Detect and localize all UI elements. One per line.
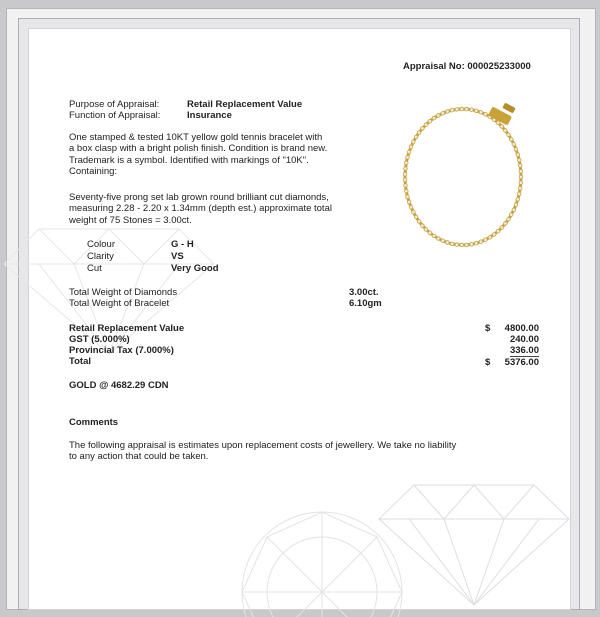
function-value: Insurance <box>187 110 232 121</box>
bracelet-stone <box>424 123 428 127</box>
bracelet-stone <box>441 239 445 243</box>
retail-amount: 4800.00 <box>504 323 539 334</box>
bracelet-stone <box>484 238 488 242</box>
bracelet-stone <box>519 175 523 179</box>
bracelet-stone <box>517 192 521 196</box>
retail-currency: $ <box>485 323 491 334</box>
bracelet-stone <box>428 231 432 235</box>
cut-value: Very Good <box>171 263 219 274</box>
purpose-label: Purpose of Appraisal: <box>69 99 160 110</box>
appraisal-document <box>28 28 571 610</box>
cut-label: Cut <box>87 263 102 274</box>
bracelet-stone <box>441 112 445 116</box>
bracelet-stone <box>405 189 409 193</box>
bracelet-stone <box>516 198 520 202</box>
bracelet-stone <box>409 145 413 149</box>
bracelet-stone <box>492 233 496 237</box>
bracelet-stone <box>460 243 464 247</box>
bracelet-stone <box>405 161 409 165</box>
bracelet-stone <box>437 114 441 118</box>
bracelet-stone <box>412 140 416 144</box>
bracelet-stone <box>510 213 514 217</box>
bracelet-stone <box>450 108 454 112</box>
diamond-weight-value: 3.00ct. <box>349 287 379 298</box>
bracelet-weight-value: 6.10gm <box>349 298 382 309</box>
bracelet-stone <box>409 205 413 209</box>
bracelet-stone <box>474 109 478 113</box>
gold-price: GOLD @ 4682.29 CDN <box>69 380 169 391</box>
bracelet-stone <box>446 110 450 114</box>
bracelet-stone <box>414 215 418 219</box>
bracelet-stone <box>421 127 425 131</box>
bracelet-stone <box>496 229 500 233</box>
bracelet-stone <box>465 107 469 111</box>
pst-amount-value: 336.00 <box>509 345 539 356</box>
bracelet-stone <box>479 240 483 244</box>
comments-heading: Comments <box>69 417 119 428</box>
bracelet-stone <box>519 181 523 185</box>
diamond-weight-label: Total Weight of Diamonds <box>69 287 178 298</box>
diamond-watermark-right-icon <box>374 477 574 607</box>
bracelet-stone <box>432 234 436 238</box>
total-label: Total <box>69 356 91 367</box>
bracelet-stone <box>507 133 511 137</box>
bracelet-stone <box>479 111 483 115</box>
bracelet-stone <box>507 217 511 221</box>
bracelet-stone <box>484 113 488 117</box>
purpose-value: Retail Replacement Value <box>187 99 303 110</box>
bracelet-stone <box>455 108 459 112</box>
item-description: One stamped & tested 10KT yellow gold tennis bracelet with a box clasp with a bright polish finish. Condition is brand new. Trademark is a symbol. Identified with markings of "10K". Containing: <box>69 132 328 178</box>
colour-label: Colour <box>87 239 115 250</box>
bracelet-stone <box>517 158 521 162</box>
stone-description: Seventy-five prong set lab grown round brilliant cut diamonds, measuring 2.28 - 2.20 x 1.34mm (depth est.) approximate total weight of 75 Stones = 3.00ct. <box>69 192 332 226</box>
bracelet-stone <box>474 241 478 245</box>
bracelet-stone <box>404 184 408 188</box>
bracelet-stone <box>403 172 407 176</box>
bracelet-stone <box>403 178 407 182</box>
bracelet-stone <box>417 220 421 224</box>
total-amount: 5376.00 <box>504 357 539 368</box>
appraisal-number: Appraisal No: 000025233000 <box>403 61 531 72</box>
bracelet-stone <box>470 243 474 247</box>
bracelet-stone <box>465 243 469 247</box>
bracelet-stone <box>514 148 518 152</box>
gst-label: GST (5.000%) <box>69 334 130 345</box>
bracelet-weight-label: Total Weight of Bracelet <box>69 298 170 309</box>
bracelet-stone <box>500 226 504 230</box>
bracelet-stone <box>406 195 410 199</box>
bracelet-stone <box>424 228 428 232</box>
bracelet-stone <box>407 150 411 154</box>
bracelet-clasp-tab <box>502 103 515 114</box>
bracelet-image <box>391 87 539 253</box>
bracelet-stone <box>510 138 514 142</box>
bracelet-stone <box>414 135 418 139</box>
bracelet-stone <box>407 200 411 204</box>
bracelet-stone <box>460 107 464 111</box>
bracelet-stone <box>421 224 425 228</box>
bracelet-stone <box>504 129 508 133</box>
gst-amount: 240.00 <box>509 334 539 345</box>
bracelet-stone <box>496 121 500 125</box>
bracelet-stone <box>519 170 523 174</box>
pst-amount <box>495 345 539 356</box>
bracelet-stone <box>516 153 520 157</box>
bracelet-stone <box>512 142 516 146</box>
bracelet-stone <box>500 125 504 129</box>
bracelet-stone <box>446 241 450 245</box>
bracelet-stone <box>518 187 522 191</box>
clarity-value: VS <box>171 251 184 262</box>
bracelet-stone <box>488 236 492 240</box>
bracelet-stone <box>428 119 432 123</box>
bracelet-stone <box>437 237 441 241</box>
total-currency: $ <box>485 357 491 368</box>
bracelet-stone <box>512 208 516 212</box>
bracelet-stone <box>412 210 416 214</box>
bracelet-stone <box>455 243 459 247</box>
bracelet-stone <box>432 116 436 120</box>
bracelet-stone <box>518 164 522 168</box>
bracelet-stone <box>504 222 508 226</box>
pst-label: Provincial Tax (7.000%) <box>69 345 174 356</box>
comments-text: The following appraisal is estimates upon replacement costs of jewellery. We take no liability to any action that could be taken. <box>69 440 457 463</box>
bracelet-stone <box>406 156 410 160</box>
bracelet-stone <box>417 131 421 135</box>
bracelet-stone <box>404 167 408 171</box>
clarity-label: Clarity <box>87 251 114 262</box>
bracelet-stone <box>514 203 518 207</box>
bracelet-stone <box>450 242 454 246</box>
function-label: Function of Appraisal: <box>69 110 161 121</box>
bracelet-stone <box>470 108 474 112</box>
colour-value: G - H <box>171 239 194 250</box>
retail-value-label: Retail Replacement Value <box>69 323 185 334</box>
